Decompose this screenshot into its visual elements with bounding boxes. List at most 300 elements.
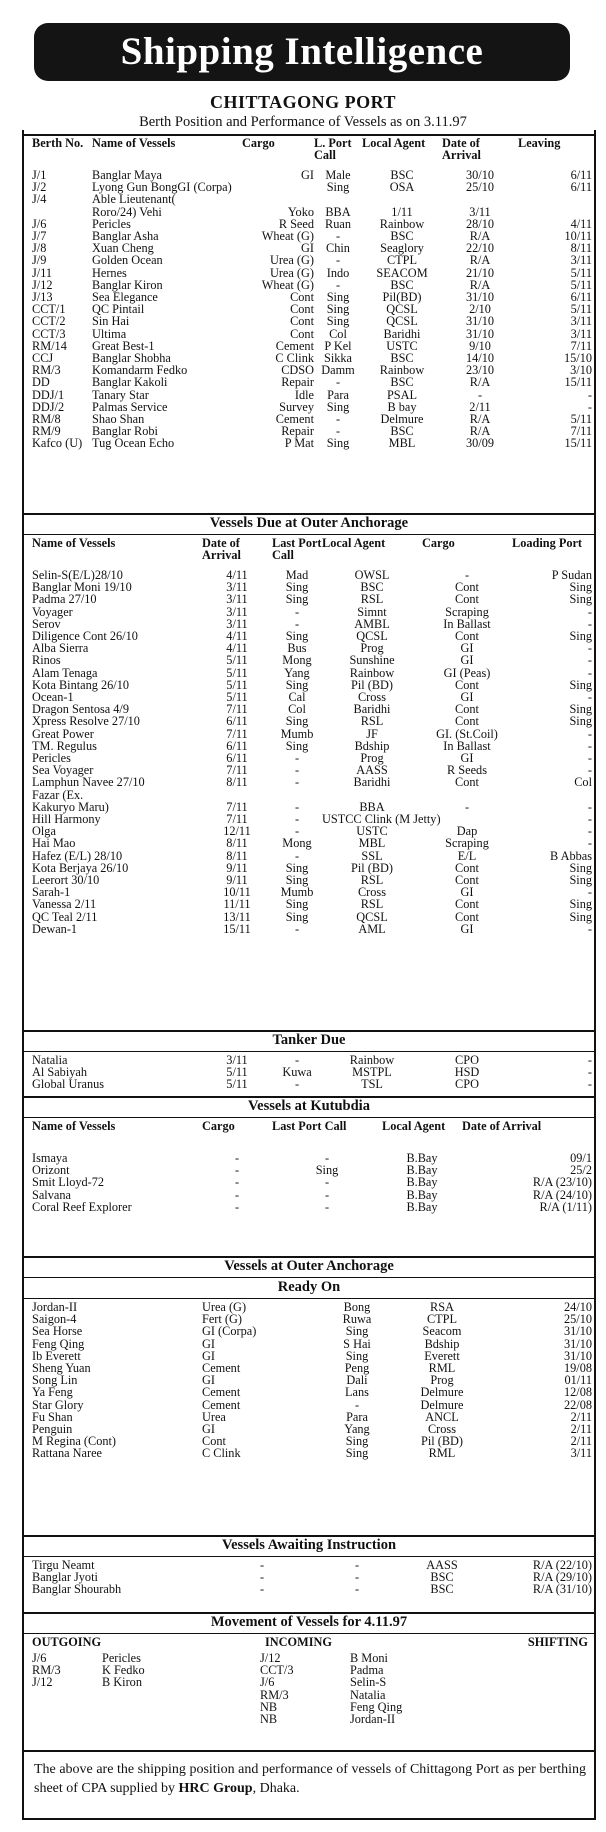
due-row-cell: Sing <box>285 580 309 595</box>
berth-row-cell: Banglar Maya <box>92 168 162 182</box>
due-row-cell: Rinos <box>32 653 61 668</box>
kutubdia-row-cell: 25/2 <box>570 1163 592 1178</box>
header-loading-port: Loading Port <box>512 536 583 550</box>
berth-row-cell: 9/10 <box>469 338 491 353</box>
due-row-cell: 3/11 <box>226 592 248 607</box>
due-row <box>32 679 592 691</box>
outer-row <box>32 1399 592 1411</box>
divider <box>24 1051 594 1052</box>
header-agent: Local Agent <box>382 1119 446 1133</box>
due-row-cell: - <box>294 812 300 827</box>
berth-row-cell: R Seed <box>278 216 314 231</box>
berth-row-cell: Shao Shan <box>92 412 145 427</box>
tanker-row <box>32 1066 592 1078</box>
due-section-title: Vessels Due at Outer Anchorage <box>209 515 409 531</box>
due-row-cell: 5/11 <box>226 665 248 680</box>
due-row-cell: QCSL <box>356 629 388 644</box>
due-row-cell: Prog <box>360 751 384 766</box>
awaiting-row-cell: - <box>259 1570 265 1585</box>
berth-row-cell: B bay <box>387 399 417 414</box>
tanker-row-cell: Kuwa <box>282 1065 312 1080</box>
due-row-cell: Leerort 30/10 <box>32 873 100 888</box>
berth-row-cell: 7/11 <box>570 424 592 439</box>
due-row-cell: - <box>587 616 592 631</box>
due-row-cell: 8/11 <box>226 775 248 790</box>
due-row-cell: - <box>464 799 470 814</box>
berth-row-cell: 31/10 <box>465 326 494 341</box>
berth-row-cell: Kafco (U) <box>32 436 83 451</box>
due-row-cell: Kakuryo Maru) <box>32 799 109 814</box>
footer-suffix: , Dhaka. <box>252 1781 300 1796</box>
due-row-cell: 9/11 <box>226 873 248 888</box>
due-row-cell: QCSL <box>356 909 388 924</box>
due-row-cell: - <box>587 824 592 839</box>
outer-row-cell: C Clink <box>202 1446 241 1461</box>
due-row-cell: 6/11 <box>226 738 248 753</box>
outer-row-cell: 2/11 <box>570 1422 592 1437</box>
berth-row-cell: Urea (G) <box>269 253 314 268</box>
outer-row-cell: Rattana Naree <box>32 1446 102 1461</box>
berth-row-cell: Palmas Service <box>92 399 168 414</box>
due-row-cell: - <box>294 616 300 631</box>
due-row-cell: BSC <box>360 580 384 595</box>
tanker-table <box>32 1054 592 1091</box>
due-row-cell: - <box>587 763 592 778</box>
awaiting-row <box>32 1583 592 1595</box>
outer-row-cell: 2/11 <box>570 1409 592 1424</box>
due-row-cell: SSL <box>361 848 383 863</box>
due-row-cell: Great Power <box>32 726 94 741</box>
outer-row-cell: CTPL <box>426 1312 458 1327</box>
kutubdia-row-cell: B.Bay <box>406 1175 438 1190</box>
due-row-cell: Cont <box>455 629 479 644</box>
incoming-row <box>260 1713 460 1725</box>
berth-row-cell: 31/10 <box>465 290 494 305</box>
outer-row-cell: Sing <box>345 1348 369 1363</box>
berth-row-cell: BSC <box>390 375 414 390</box>
outer-row <box>32 1325 592 1337</box>
outer-row-cell: 12/08 <box>563 1385 592 1400</box>
due-row-cell: Cont <box>455 897 479 912</box>
berth-row-cell: RM/3 <box>32 363 61 378</box>
outer-row-cell: 2/11 <box>570 1434 592 1449</box>
outgoing-row-cell: J/12 <box>32 1675 53 1690</box>
berth-row-cell: Banglar Kakoli <box>92 375 168 390</box>
berth-row-cell: Chin <box>326 241 350 256</box>
kutubdia-row <box>32 1152 592 1164</box>
due-row-cell: Sing <box>285 592 309 607</box>
due-row-cell: - <box>294 775 300 790</box>
divider <box>24 1117 594 1118</box>
berth-row-cell: Sing <box>326 436 350 451</box>
header-name: Name of Vessels <box>32 536 116 550</box>
incoming-heading: INCOMING <box>265 1635 332 1649</box>
berth-row-cell: 25/10 <box>465 180 494 195</box>
due-row-cell: 4/11 <box>226 568 248 582</box>
header-leaving: Leaving <box>518 136 561 150</box>
due-row-cell: Sing <box>285 873 309 888</box>
berth-row-cell: Ultima <box>92 326 127 341</box>
incoming-row <box>260 1689 460 1701</box>
due-row-cell: Sing <box>285 629 309 644</box>
due-row-cell: 6/11 <box>226 751 248 766</box>
outer-row <box>32 1301 592 1313</box>
berth-row-cell: Sing <box>326 302 350 317</box>
outer-row-cell: RML <box>428 1361 456 1376</box>
berth-row-cell: J/7 <box>32 229 47 244</box>
incoming-row <box>260 1676 460 1688</box>
outer-row-cell: Delmure <box>420 1385 464 1400</box>
due-row-cell: 7/11 <box>226 799 248 814</box>
berth-row-cell: 15/11 <box>564 375 592 390</box>
incoming-row-cell: B Moni <box>350 1651 388 1665</box>
berth-row-cell: CTPL <box>386 253 418 268</box>
due-row-cell: GI (Peas) <box>443 665 491 680</box>
outgoing-rows <box>32 1652 232 1689</box>
due-row <box>32 667 592 679</box>
berth-row <box>32 376 592 388</box>
tanker-row-cell: - <box>587 1053 592 1067</box>
tanker-row-cell: CPO <box>455 1053 479 1067</box>
berth-row-cell: Repair <box>281 375 314 390</box>
outer-row-cell: Fu Shan <box>32 1409 73 1424</box>
divider <box>24 1633 594 1634</box>
tanker-row-cell: Al Sabiyah <box>32 1065 87 1080</box>
berth-row-cell: 1/11 <box>391 204 413 219</box>
due-row <box>32 801 592 813</box>
outer-row-cell: Everett <box>424 1348 460 1363</box>
berth-row-cell: RM/9 <box>32 424 61 439</box>
berth-row-cell: Wheat (G) <box>261 229 314 244</box>
berth-row-cell: Cement <box>275 338 314 353</box>
outer-row-cell: RML <box>428 1446 456 1461</box>
due-row-cell: OWSL <box>354 568 390 582</box>
outer-row <box>32 1350 592 1362</box>
due-row-cell: Padma 27/10 <box>32 592 97 607</box>
outer-row-cell: ANCL <box>425 1409 459 1424</box>
footer-text: The above are the shipping position and performance of vessels of Chittagong Port as per berthing sheet of CPA supplied by <box>34 1762 586 1796</box>
berth-row-cell <box>518 193 592 205</box>
berth-row-cell: 30/10 <box>465 168 494 182</box>
kutubdia-row-cell: Sing <box>315 1163 339 1178</box>
due-row-cell: - <box>587 665 592 680</box>
due-row <box>32 923 592 935</box>
due-row-cell: Cont <box>455 592 479 607</box>
kutubdia-row-cell: B.Bay <box>406 1151 438 1165</box>
due-row-cell: Baridhi <box>353 775 391 790</box>
berth-row-cell: RM/8 <box>32 412 61 427</box>
berth-row-cell: BSC <box>390 351 414 366</box>
berth-row-cell: CCJ <box>32 351 54 366</box>
due-row-cell: GI <box>460 921 474 936</box>
outer-row-cell: 31/10 <box>563 1336 592 1351</box>
tanker-row-cell: 5/11 <box>226 1077 248 1092</box>
due-row-cell: 4/11 <box>226 641 248 656</box>
outer-row-cell: Dali <box>346 1373 368 1388</box>
header-cargo: Cargo <box>422 536 455 550</box>
due-row <box>32 862 592 874</box>
due-row-cell: Sarah-1 <box>32 885 71 900</box>
outer-row-cell: Bong <box>343 1300 371 1314</box>
kutubdia-row-cell: - <box>234 1151 240 1165</box>
kutubdia-row-cell: Coral Reef Explorer <box>32 1199 132 1214</box>
outer-row-cell: Jordan-II <box>32 1300 78 1314</box>
berth-row-cell <box>442 193 518 205</box>
due-row-cell: B Abbas <box>549 848 592 863</box>
awaiting-row-cell: BSC <box>430 1570 454 1585</box>
incoming-row-cell: Feng Qing <box>350 1699 403 1714</box>
due-row-cell: Hai Mao <box>32 836 76 851</box>
header-arrival: Date of Arrival <box>202 536 241 562</box>
tanker-row-cell: - <box>587 1065 592 1080</box>
outer-row-cell: Penguin <box>32 1422 73 1437</box>
due-row-cell: 5/11 <box>226 677 248 692</box>
due-row-cell: GI <box>460 690 474 705</box>
due-row-cell: Prog <box>360 641 384 656</box>
tanker-row-cell: MSTPL <box>352 1065 392 1080</box>
due-row-cell: 9/11 <box>226 860 248 875</box>
awaiting-row-cell: - <box>354 1570 360 1585</box>
berth-row-cell: 6/11 <box>570 168 592 182</box>
berth-row-cell: Para <box>327 387 349 402</box>
due-row-cell: Sing <box>285 677 309 692</box>
berth-row-cell: Male <box>325 168 351 182</box>
header-port-call: Last Port Call <box>272 1119 347 1133</box>
berth-row-cell: R/A <box>469 229 491 244</box>
kutubdia-row <box>32 1189 592 1201</box>
outer-row-cell: Cement <box>202 1361 241 1376</box>
berth-row-cell: Able Lieutenant( <box>92 192 176 207</box>
awaiting-row-cell: AASS <box>426 1558 458 1572</box>
due-row-cell: TM. Regulus <box>32 738 97 753</box>
outer-row-cell: Ib Everett <box>32 1348 81 1363</box>
outer-row-cell: Pil (BD) <box>420 1434 464 1449</box>
incoming-row-cell: J/12 <box>260 1651 281 1665</box>
due-row-cell: GI. (St.Coil) <box>436 726 498 741</box>
due-row-cell: QC Teal 2/11 <box>32 909 98 924</box>
due-row-cell: Bdship <box>354 738 390 753</box>
due-row-cell: Dragon Sentosa 4/9 <box>32 702 129 717</box>
due-row <box>32 886 592 898</box>
outer-rows <box>32 1301 592 1460</box>
due-row-cell: Yang <box>284 665 310 680</box>
due-row-cell: - <box>587 885 592 900</box>
outer-row-cell: Feng Qing <box>32 1336 85 1351</box>
due-row-cell: Alam Tenaga <box>32 665 98 680</box>
header-name: Name of Vessels <box>32 1119 116 1133</box>
due-row-cell: - <box>294 799 300 814</box>
due-row-cell: Dewan-1 <box>32 921 78 936</box>
berth-row-cell: 28/10 <box>465 216 494 231</box>
berth-header <box>32 137 592 169</box>
header-berth-no: Berth No. <box>32 136 84 150</box>
due-row-cell: Cont <box>455 677 479 692</box>
awaiting-row-cell: - <box>259 1558 265 1572</box>
berth-row-cell: 31/10 <box>465 314 494 329</box>
kutubdia-row-cell: B.Bay <box>406 1199 438 1214</box>
incoming-row-cell: J/6 <box>260 1675 275 1690</box>
tanker-row-cell: Rainbow <box>349 1053 395 1067</box>
berth-row-cell: MBL <box>388 436 416 451</box>
due-row-cell: RSL <box>360 873 384 888</box>
due-row-cell: Sing <box>285 714 309 729</box>
outer-row <box>32 1411 592 1423</box>
berth-row-cell: J/8 <box>32 241 47 256</box>
due-row-cell: Banglar Moni 19/10 <box>32 580 132 595</box>
due-row-cell: 5/11 <box>226 653 248 668</box>
due-row-cell: BBA <box>359 799 385 814</box>
divider <box>24 1556 594 1557</box>
tanker-row-cell: Natalia <box>32 1053 68 1067</box>
outer-row <box>32 1435 592 1447</box>
outer-row-cell: 31/10 <box>563 1324 592 1339</box>
due-row <box>32 642 592 654</box>
berth-row-cell: J/1 <box>32 168 47 182</box>
due-row-cell: 15/11 <box>223 921 251 936</box>
header-cargo: Cargo <box>202 1119 235 1133</box>
berth-row-cell: 2/11 <box>469 399 491 414</box>
due-row-cell: Cont <box>455 860 479 875</box>
berth-row-cell: 3/11 <box>570 314 592 329</box>
due-row-cell: MBL <box>358 836 386 851</box>
outer-row-cell: Prog <box>430 1373 454 1388</box>
outer-row-cell: 3/11 <box>570 1446 592 1461</box>
berth-row-cell: - <box>335 229 341 244</box>
berth-row <box>32 437 592 449</box>
outer-row-cell: Cement <box>202 1385 241 1400</box>
due-row-cell: Kota Bintang 26/10 <box>32 677 130 692</box>
due-row-cell: Sing <box>569 592 592 607</box>
berth-row-cell: Baridhi <box>383 326 421 341</box>
tanker-row <box>32 1078 592 1090</box>
tanker-row-cell: 5/11 <box>226 1065 248 1080</box>
due-row-cell: 7/11 <box>226 763 248 778</box>
berth-row-cell: BSC <box>390 277 414 292</box>
due-row-cell: Cont <box>455 873 479 888</box>
due-row-cell: AASS <box>356 763 388 778</box>
berth-row-cell: 23/10 <box>465 363 494 378</box>
header-cargo: Cargo <box>242 136 275 150</box>
berth-row-cell: - <box>335 277 341 292</box>
due-row-cell: - <box>587 812 592 827</box>
outer-row-cell: Yang <box>344 1422 370 1437</box>
due-row-cell: Sing <box>285 860 309 875</box>
due-row-cell: Baridhi <box>353 702 391 717</box>
outgoing-table <box>32 1652 232 1689</box>
outer-row-cell: M Regina (Cont) <box>32 1434 117 1449</box>
awaiting-rows <box>32 1559 592 1596</box>
outer-row-cell: Cement <box>202 1397 241 1412</box>
berth-row-cell: OSA <box>389 180 415 195</box>
berth-row-cell: J/9 <box>32 253 47 268</box>
berth-row-cell: P Kel <box>324 338 352 353</box>
berth-row-cell: J/11 <box>32 265 53 280</box>
berth-row-cell: DDJ/1 <box>32 387 65 402</box>
berth-row-cell: 22/10 <box>465 241 494 256</box>
kutubdia-row <box>32 1201 592 1213</box>
berth-row-cell: CCT/3 <box>32 326 66 341</box>
kutubdia-row-cell: - <box>234 1187 240 1202</box>
due-row <box>32 654 592 666</box>
due-row-cell: GI <box>460 641 474 656</box>
divider <box>24 1750 594 1752</box>
header-port-call: Last Port Call <box>272 536 322 562</box>
berth-row-cell: Wheat (G) <box>261 277 314 292</box>
berth-row-cell: GI <box>301 168 314 182</box>
due-row-cell: RSL <box>360 714 384 729</box>
kutubdia-row-cell: B.Bay <box>406 1163 438 1178</box>
berth-row-cell: 30/09 <box>465 436 494 451</box>
due-row <box>32 593 592 605</box>
outer-row <box>32 1447 592 1459</box>
berth-row-cell: Cement <box>275 412 314 427</box>
due-row-cell: Mumb <box>280 726 314 741</box>
shifting-heading: SHIFTING <box>527 1635 588 1649</box>
due-row-cell: Bus <box>287 641 307 656</box>
berth-row-cell: 3/11 <box>570 326 592 341</box>
kutubdia-row-cell: - <box>234 1163 240 1178</box>
berth-row-cell <box>32 206 92 218</box>
due-row-cell: Sing <box>569 702 592 717</box>
berth-row-cell: - <box>335 253 341 268</box>
outer-row-cell: Para <box>346 1409 368 1424</box>
berth-row-cell: R/A <box>469 424 491 439</box>
outer-row-cell: Saigon-4 <box>32 1312 77 1327</box>
due-row-cell: Sing <box>285 738 309 753</box>
kutubdia-row <box>32 1164 592 1176</box>
berth-row-cell <box>242 193 314 205</box>
port-title: CHITTAGONG PORT <box>209 92 397 112</box>
incoming-row-cell: CCT/3 <box>260 1663 294 1678</box>
berth-row-cell: - <box>335 375 341 390</box>
outgoing-heading: OUTGOING <box>32 1635 102 1649</box>
awaiting-section-title: Vessels Awaiting Instruction <box>221 1537 397 1553</box>
berth-row-cell: Col <box>329 326 347 341</box>
outer-row-cell: Urea <box>202 1409 226 1424</box>
due-row-cell: Diligence Cont 26/10 <box>32 629 138 644</box>
due-row <box>32 825 592 837</box>
berth-row-cell <box>518 206 592 218</box>
due-row-cell: 7/11 <box>226 726 248 741</box>
incoming-row-cell: Padma <box>350 1663 384 1678</box>
due-row-cell: Sea Voyager <box>32 763 94 778</box>
berth-row <box>32 206 592 218</box>
divider <box>24 1818 594 1820</box>
outer-row-cell: Bdship <box>424 1336 460 1351</box>
due-row-cell: - <box>587 836 592 851</box>
due-row-cell: Sing <box>285 909 309 924</box>
incoming-row-cell: Selin-S <box>350 1675 387 1690</box>
kutubdia-row-cell: Orizont <box>32 1163 70 1178</box>
due-row-cell: 4/11 <box>226 629 248 644</box>
outer-row-cell: 22/08 <box>563 1397 592 1412</box>
berth-row-cell <box>242 181 314 193</box>
due-row-cell: GI <box>460 653 474 668</box>
outgoing-row-cell: RM/3 <box>32 1663 61 1678</box>
due-row-cell: Sing <box>569 714 592 729</box>
due-row-cell: Fazar (Ex. <box>32 787 84 802</box>
due-row-cell: Cont <box>455 702 479 717</box>
berth-row-cell: 3/11 <box>469 204 491 219</box>
incoming-rows <box>260 1652 460 1725</box>
tanker-row-cell: - <box>294 1053 300 1067</box>
due-row-cell: Olga <box>32 824 56 839</box>
due-row-cell: Cont <box>455 714 479 729</box>
tanker-rows <box>32 1054 592 1091</box>
outer-row-cell: Song Lin <box>32 1373 78 1388</box>
outer-row-cell: 24/10 <box>563 1300 592 1314</box>
due-row-cell: 12/11 <box>223 824 251 839</box>
